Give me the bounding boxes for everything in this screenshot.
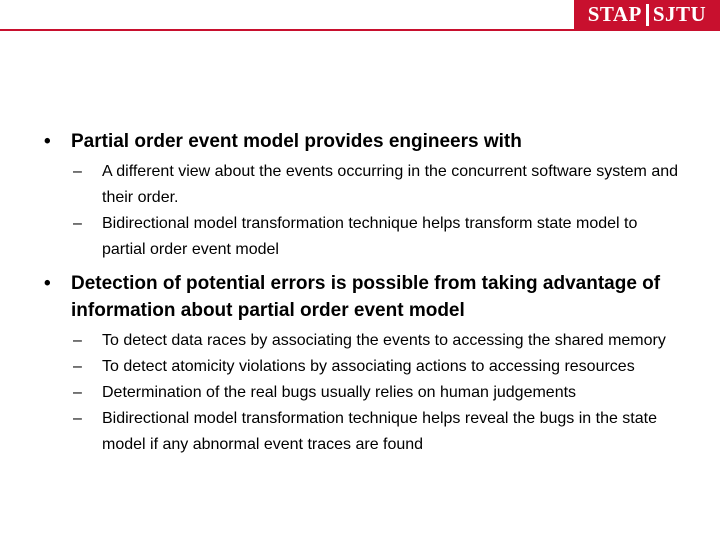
bullet-partial-order-model [0, 128, 720, 155]
stap-sjtu-logo [574, 0, 720, 29]
slide-body [0, 128, 720, 465]
sub-bullet-text: Determination of the real bugs usually relies on human judgements [102, 384, 577, 401]
sub-bullet-text: Bidirectional model transformation technique helps reveal the bugs in the state model if any abnormal event traces are found [102, 410, 657, 453]
dash-icon: – [73, 215, 82, 232]
sub-bullet-text: To detect data races by associating the events to accessing the shared memory [102, 332, 666, 349]
sub-bullet-text: A different view about the events occurring in the concurrent software system and their order. [102, 163, 679, 206]
logo-separator [646, 4, 649, 26]
bullet-error-detection [0, 270, 720, 324]
sub-bullet-text: Bidirectional model transformation technique helps transform state model to partial order event model [102, 215, 638, 258]
sub-bullet-text: To detect atomicity violations by associating actions to accessing resources [102, 358, 635, 375]
sub-bullet-list [0, 328, 720, 458]
sub-bullet-item [0, 328, 720, 354]
sub-bullet-item [0, 211, 720, 263]
dash-icon: – [73, 358, 82, 375]
logo-stap-text: STAP [587, 2, 642, 26]
logo-sjtu-text: SJTU [652, 2, 707, 26]
dash-icon: – [73, 332, 82, 349]
sub-bullet-item [0, 159, 720, 211]
bullet-dot-icon: • [44, 131, 51, 152]
bullet-dot-icon: • [44, 273, 51, 294]
sub-bullet-item [0, 354, 720, 380]
sub-bullet-item [0, 406, 720, 458]
dash-icon: – [73, 384, 82, 401]
sub-bullet-list [0, 159, 720, 263]
dash-icon: – [73, 163, 82, 180]
sub-bullet-item [0, 380, 720, 406]
dash-icon: – [73, 410, 82, 427]
header-rule [0, 29, 720, 31]
bullet-text: Detection of potential errors is possible from taking advantage of information about partial order event model [71, 273, 661, 321]
bullet-text: Partial order event model provides engineers with [71, 131, 522, 152]
